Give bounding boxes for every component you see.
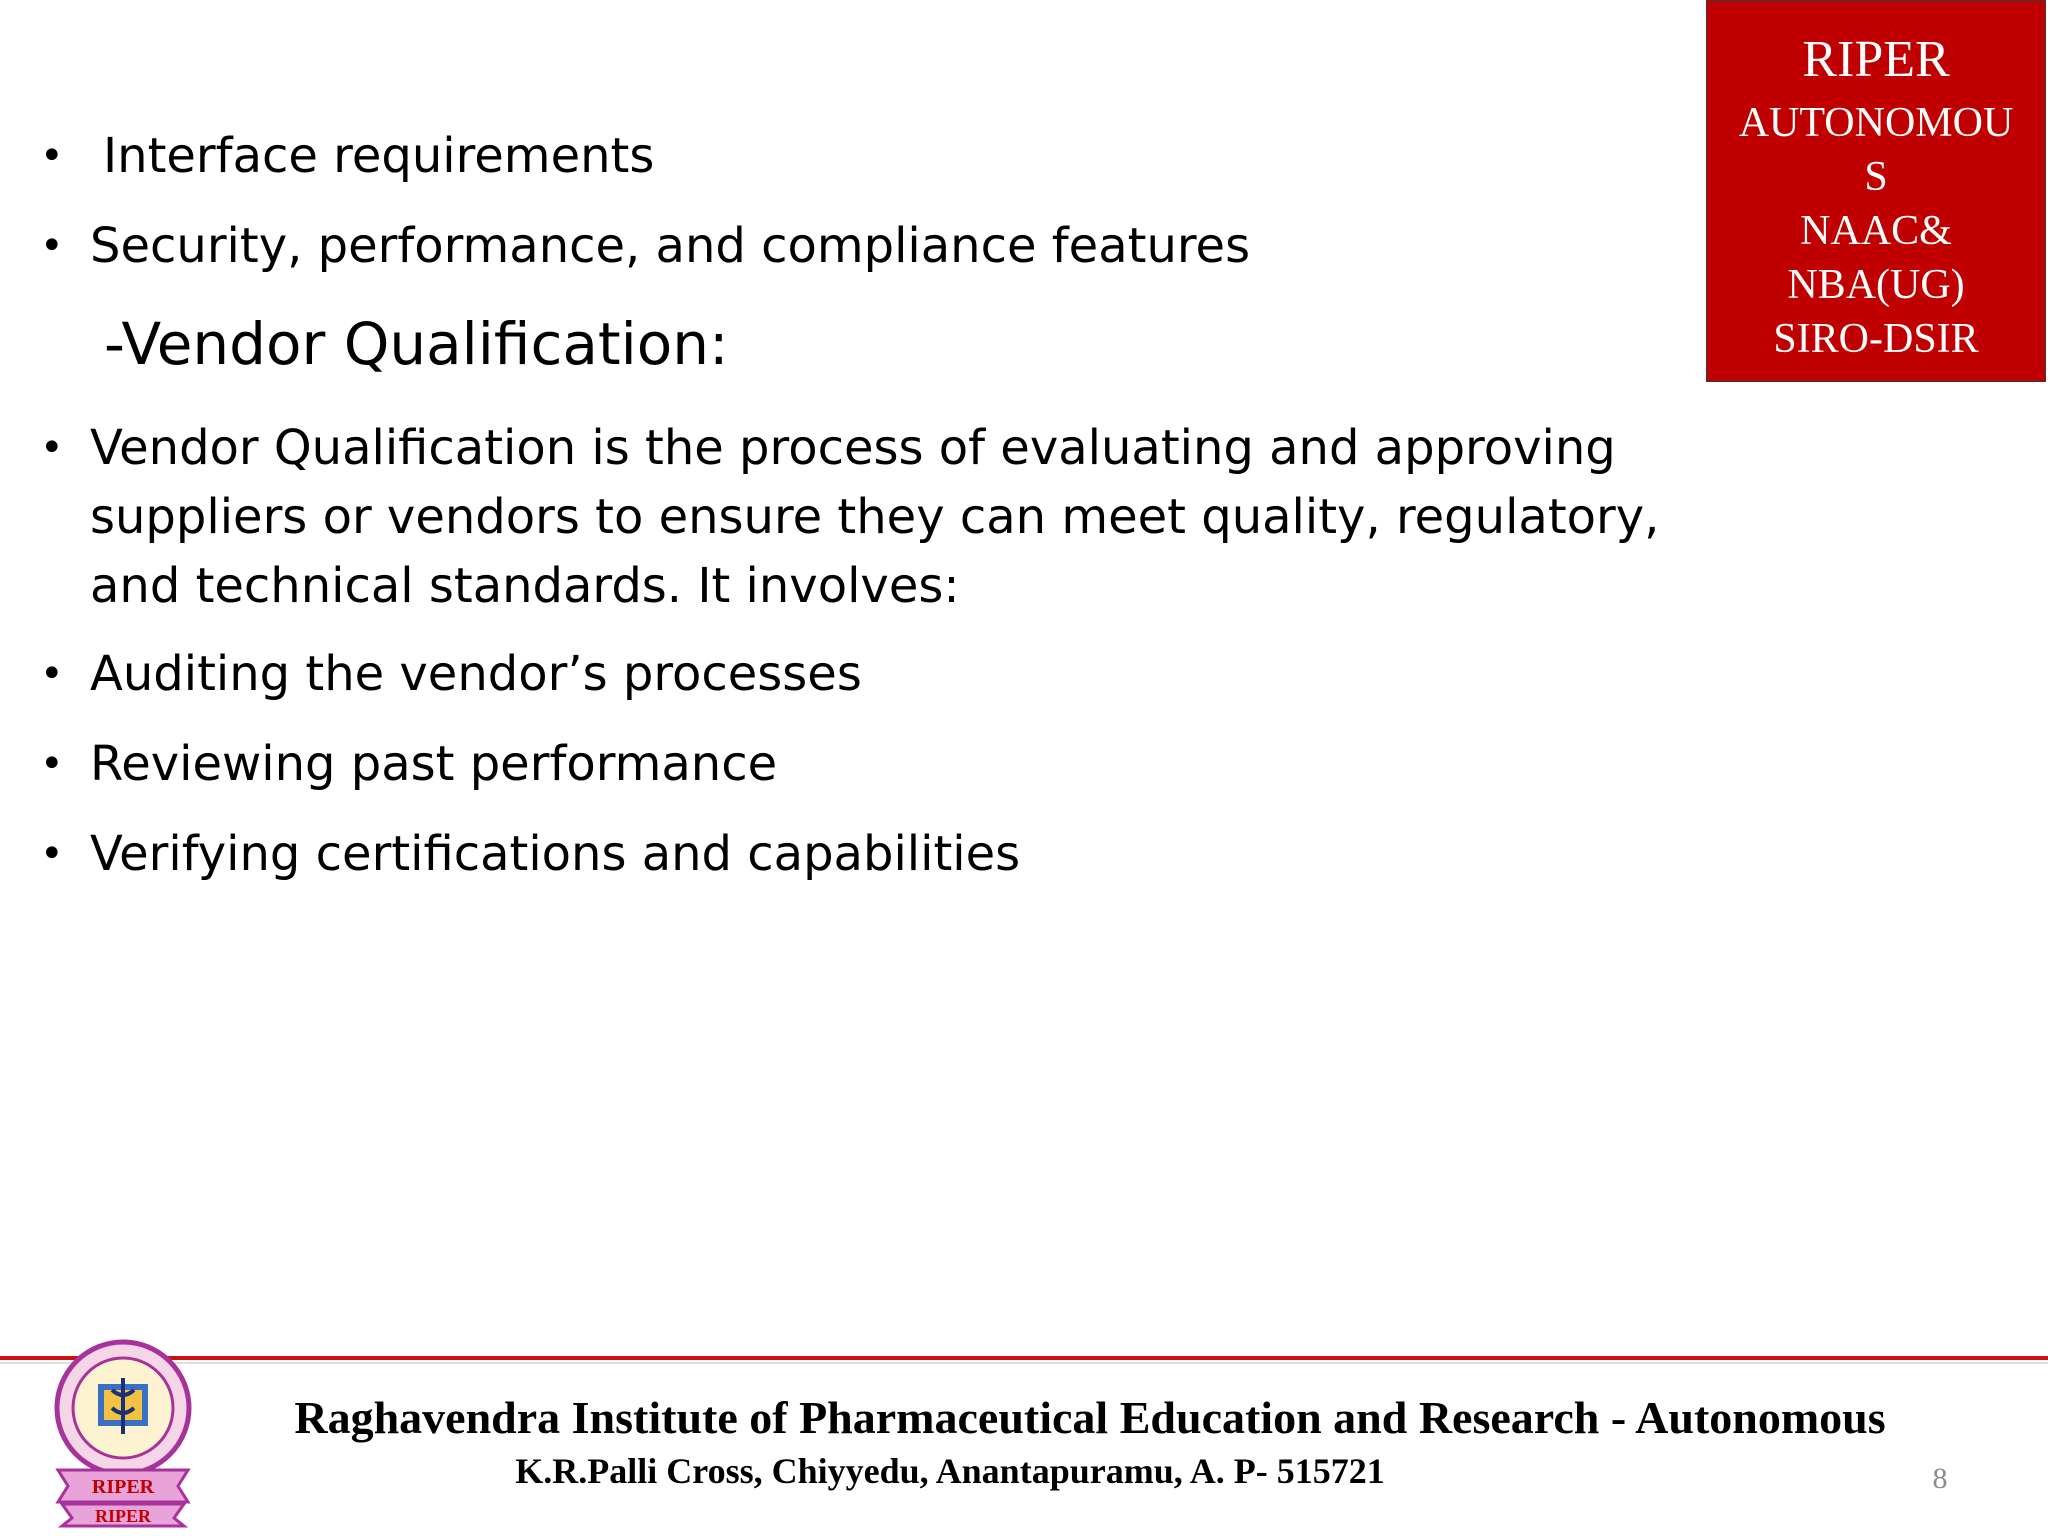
badge-line: AUTONOMOU	[1738, 100, 2014, 146]
bullet-icon: •	[40, 133, 64, 179]
bullet-icon: •	[40, 741, 64, 787]
logo-label: RIPER	[91, 1476, 155, 1498]
badge-line: SIRO-DSIR	[1773, 316, 1979, 362]
bullet-icon: •	[40, 831, 64, 877]
page-number: 8	[1932, 1462, 1948, 1495]
institute-name: Raghavendra Institute of Pharmaceutical Education and Research - Autonomous	[294, 1392, 1886, 1443]
bullet-text: Interface requirements	[103, 128, 655, 184]
bullet-text: Auditing the vendor’s processes	[90, 646, 862, 702]
institute-address: K.R.Palli Cross, Chiyyedu, Anantapuramu, A. P- 515721	[515, 1451, 1385, 1491]
institute-logo	[42, 1338, 204, 1528]
badge-line: NBA(UG)	[1787, 262, 1965, 308]
logo-label: RIPER	[94, 1506, 152, 1526]
footer-divider-shadow	[0, 1362, 2048, 1364]
badge-line: S	[1864, 154, 1888, 200]
bullet-text: Security, performance, and compliance features	[90, 218, 1251, 274]
badge-title: RIPER	[1802, 31, 1950, 88]
bullet-text: Verifying certifications and capabilities	[90, 826, 1021, 882]
bullet-icon: •	[40, 651, 64, 697]
definition-paragraph: Vendor Qualification is the process of evaluating and approving suppliers or vendors to ensure they can meet quality, regulatory, and technical standards. It involves:	[90, 420, 1660, 614]
footer-divider	[0, 1356, 2048, 1360]
bullet-icon: •	[40, 223, 64, 269]
bullet-text: Reviewing past performance	[90, 736, 778, 792]
section-heading: -Vendor Qualification:	[104, 310, 729, 378]
accreditation-badge	[1706, 0, 2046, 382]
bullet-icon: •	[40, 425, 64, 471]
badge-line: NAAC&	[1800, 208, 1952, 254]
